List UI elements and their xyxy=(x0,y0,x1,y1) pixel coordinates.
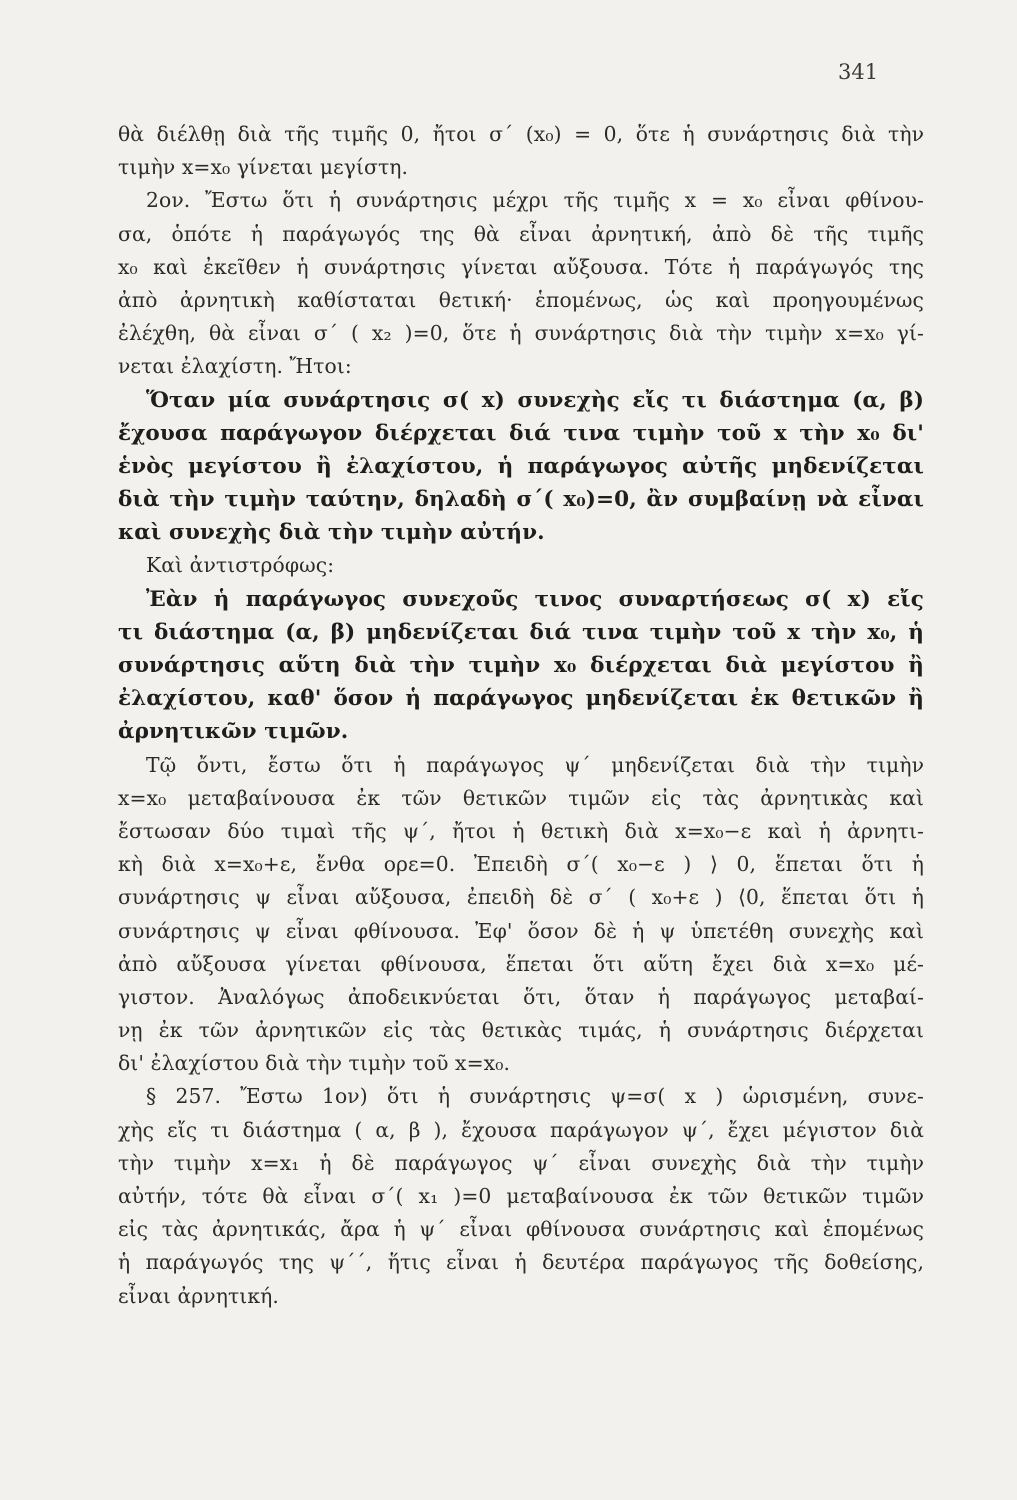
text-line: x=x₀ μεταβαίνουσα ἐκ τῶν θετικῶν τιμῶν εἰς τὰς ἀρνητικὰς καὶ xyxy=(118,785,924,810)
text-line: σα, ὁπότε ἡ παράγωγός της θὰ εἶναι ἀρνητική, ἀπὸ δὲ τῆς τιμῆς xyxy=(118,221,924,246)
text-line: εἰς τὰς ἀρνητικάς, ἄρα ἡ ψ΄ εἶναι φθίνουσα συνάρτησις καὶ ἑπομένως xyxy=(118,1217,924,1242)
text-line: ἐλέχθη, θὰ εἶναι σ΄ ( x₂ )=0, ὅτε ἡ συνάρτησις διὰ τὴν τιμὴν x=x₀ γί- xyxy=(118,321,924,346)
text-line: 2ον. Ἔστω ὅτι ἡ συνάρτησις μέχρι τῆς τιμῆς x = x₀ εἶναι φθίνου- xyxy=(146,188,924,213)
theorem-line: Ὅταν μία συνάρτησις σ( x) συνεχὴς εἴς τι διάστημα (α, β) xyxy=(146,387,924,413)
text-line: x₀ καὶ ἐκεῖθεν ἡ συνάρτησις γίνεται αὔξουσα. Τότε ἡ παράγωγός της xyxy=(118,254,924,279)
paragraph-converse-intro xyxy=(118,549,924,582)
text-line: Τῷ ὄντι, ἔστω ὅτι ἡ παράγωγος ψ΄ μηδενίζεται διὰ τὴν τιμὴν xyxy=(146,752,924,777)
text-line: τὴν τιμὴν x=x₁ ἡ δὲ παράγωγος ψ΄ εἶναι συνεχὴς διὰ τὴν τιμὴν xyxy=(118,1150,924,1175)
text-line: χὴς εἴς τι διάστημα ( α, β ), ἔχουσα παράγωγον ψ΄, ἔχει μέγιστον διὰ xyxy=(118,1117,924,1142)
paragraph-continuation xyxy=(118,118,924,184)
text-line: Καὶ ἀντιστρόφως: xyxy=(146,553,335,578)
text-line: νῃ ἐκ τῶν ἀρνητικῶν εἰς τὰς θετικὰς τιμάς, ἡ συνάρτησις διέρχεται xyxy=(118,1018,924,1043)
theorem-line: συνάρτησις αὕτη διὰ τὴν τιμὴν x₀ διέρχεται διὰ μεγίστου ἢ xyxy=(118,653,924,678)
text-line: τιμὴν x=x₀ γίνεται μεγίστη. xyxy=(118,155,409,180)
text-line: ἔστωσαν δύο τιμαὶ τῆς ψ΄, ἤτοι ἡ θετικὴ διὰ x=x₀−ε καὶ ἡ ἀρνητι- xyxy=(118,818,924,843)
theorem-statement xyxy=(118,384,924,550)
text-line: δι' ἐλαχίστου διὰ τὴν τιμὴν τοῦ x=x₀. xyxy=(118,1051,510,1076)
theorem-line: ἐλαχίστου, καθ' ὅσον ἡ παράγωγος μηδενίζεται ἐκ θετικῶν ἢ xyxy=(118,686,924,712)
text-line: ἡ παράγωγός της ψ΄΄, ἥτις εἶναι ἡ δευτέρα παράγωγος τῆς δοθείσης, xyxy=(118,1250,924,1275)
paragraph-case-2 xyxy=(118,184,924,383)
theorem-line: καὶ συνεχὴς διὰ τὴν τιμὴν αὐτήν. xyxy=(118,520,545,546)
text-line: § 257. Ἔστω 1ον) ὅτι ἡ συνάρτησις ψ=σ( x ) ὡρισμένη, συνε- xyxy=(146,1084,924,1109)
theorem-line: διὰ τὴν τιμὴν ταύτην, δηλαδὴ σ΄( x₀)=0, ἂν συμβαίνῃ νὰ εἶναι xyxy=(118,487,924,513)
theorem-line: ἔχουσα παράγωγον διέρχεται διά τινα τιμὴν τοῦ x τὴν x₀ δι' xyxy=(118,420,924,446)
theorem-line: ἀρνητικῶν τιμῶν. xyxy=(118,719,349,745)
theorem-line: ἑνὸς μεγίστου ἢ ἐλαχίστου, ἡ παράγωγος αὐτῆς μηδενίζεται xyxy=(118,453,924,479)
theorem-line: Ἐὰν ἡ παράγωγος συνεχοῦς τινος συναρτήσεως σ( x) εἴς xyxy=(146,586,924,612)
text-line: νεται ἐλαχίστη. Ἤτοι: xyxy=(118,354,352,379)
text-line: εἶναι ἀρνητική. xyxy=(118,1283,279,1308)
text-line: θὰ διέλθῃ διὰ τῆς τιμῆς 0, ἤτοι σ΄ (x₀) = 0, ὅτε ἡ συνάρτησις διὰ τὴν xyxy=(118,122,924,146)
theorem-line: τι διάστημα (α, β) μηδενίζεται διά τινα τιμὴν τοῦ x τὴν x₀, ἡ xyxy=(118,619,924,645)
paragraph-proof xyxy=(118,749,924,1081)
text-line: συνάρτησις ψ εἶναι φθίνουσα. Ἐφ' ὅσον δὲ ἡ ψ ὑπετέθη συνεχὴς καὶ xyxy=(118,918,924,943)
text-line: γιστον. Ἀναλόγως ἀποδεικνύεται ὅτι, ὅταν ἡ παράγωγος μεταβαί- xyxy=(118,984,924,1009)
page-number: 341 xyxy=(838,60,879,84)
section-257 xyxy=(118,1080,924,1312)
text-line: αὐτήν, τότε θὰ εἶναι σ΄( x₁ )=0 μεταβαίνουσα ἐκ τῶν θετικῶν τιμῶν xyxy=(118,1184,924,1208)
text-line: κὴ διὰ x=x₀+ε, ἔνθα ορε=0. Ἐπειδὴ σ΄( x₀−ε ) ⟩ 0, ἕπεται ὅτι ἡ xyxy=(118,852,924,877)
converse-theorem-statement xyxy=(118,583,924,749)
page-body xyxy=(118,118,924,1313)
text-line: ἀπὸ αὔξουσα γίνεται φθίνουσα, ἕπεται ὅτι αὕτη ἔχει διὰ x=x₀ μέ- xyxy=(118,951,924,976)
text-line: συνάρτησις ψ εἶναι αὔξουσα, ἐπειδὴ δὲ σ΄ ( x₀+ε ) ⟨0, ἕπεται ὅτι ἡ xyxy=(118,885,924,910)
text-line: ἀπὸ ἀρνητικὴ καθίσταται θετική· ἑπομένως, ὡς καὶ προηγουμένως xyxy=(118,287,924,312)
